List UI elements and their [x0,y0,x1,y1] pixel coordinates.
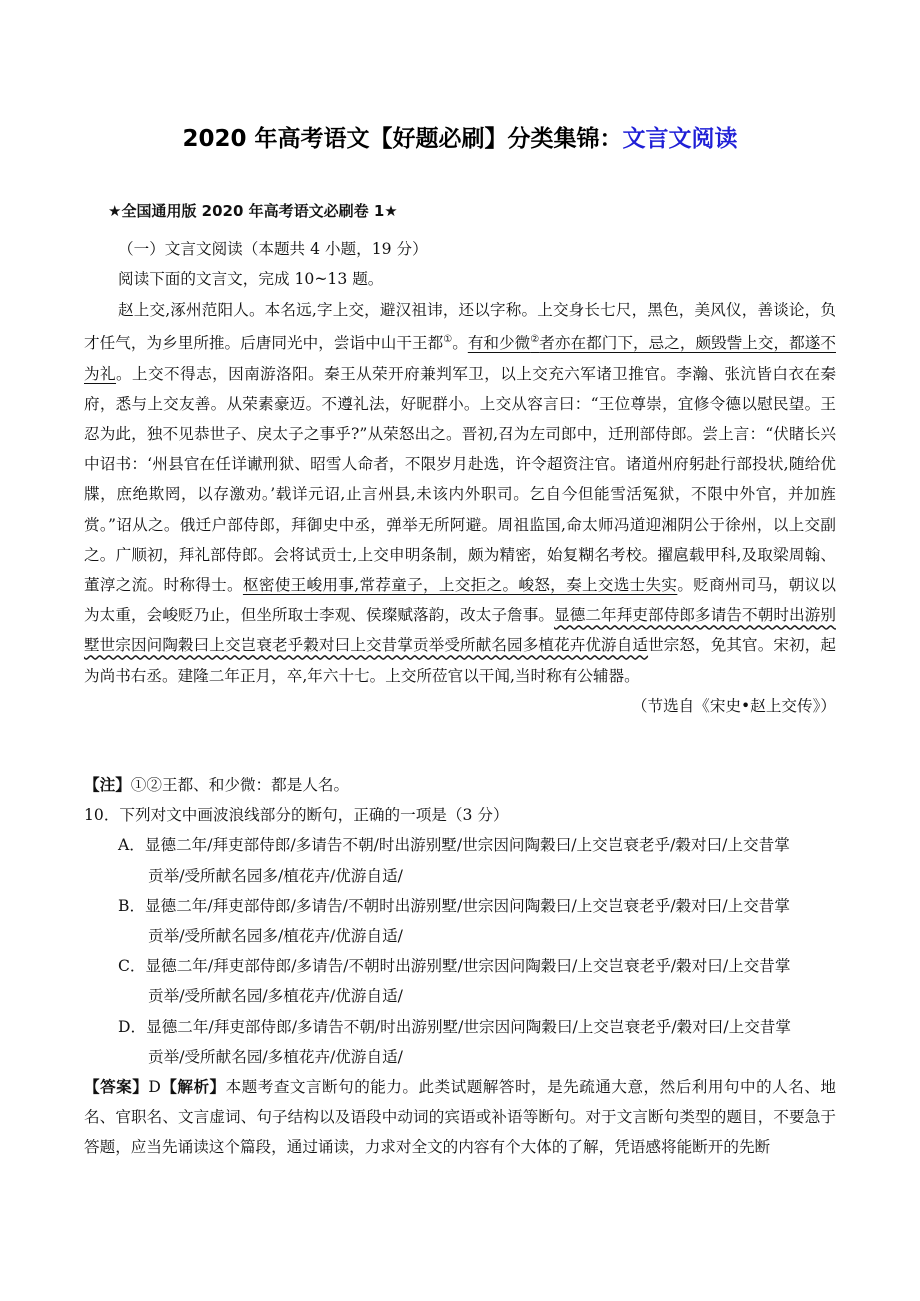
passage-text: 世宗怒，免其官。宋初，起为尚书右丞。建隆二年正月，卒,年六十七。上交所莅官以干闻,当时称有公辅器。 [84,636,836,685]
note-label: 【注】 [84,776,131,794]
option-d: D．显德二年/拜吏部侍郎/多请告不朝/时出游别墅/世宗因问陶穀曰/上交岂衰老乎/穀对曰/上交昔掌 [118,1017,792,1036]
question-block [84,770,836,1163]
option-a-cont: 贡举/受所献名园多/植花卉/优游自适/ [148,866,403,885]
note-line [84,770,836,800]
underlined-sentence-2: 枢密使王峻用事,常荐童子，上交拒之。峻怒，奏上交选士失实 [242,576,678,595]
option-b-cont: 贡举/受所献名园多/植花卉/优游自适/ [148,927,403,946]
option-c-cont: 贡举/受所献名园/多植花卉/优游自适/ [148,987,403,1006]
note-ref-1: ① [443,334,453,346]
exam-subtitle: ★全国通用版 2020 年高考语文必刷卷 1★ [108,202,398,220]
underlined-text: 者亦在都门下，忌之，颇毁訾上交，都遂不为礼 [84,334,836,383]
wavy-underlined-sentence: 显德二年拜吏部侍郎多请告不朝时出游别墅世宗因问陶穀曰上交岂衰老乎穀对曰上交昔掌贡举受所献名园多植花卉优游自适 [84,606,836,655]
section-instruction: 阅读下面的文言文，完成 10~13 题。 [118,270,384,289]
passage-text: 。 [452,334,468,353]
option-d-cont: 贡举/受所献名园/多植花卉/优游自适/ [148,1047,403,1066]
passage-text: 赵上交,涿州范阳人。本名远,字上交，避汉祖讳，还以字称。上交身长七尺，黑色，美风仪，善谈论，负才任气，为乡里所推。后唐同光中，尝诣中山干王都 [84,301,836,353]
option-c: C．显德二年/拜吏部侍郎/多请告/不朝时出游别墅/世宗因问陶穀曰/上交岂衰老乎/穀对曰/上交昔掌 [118,957,791,976]
passage-paragraph [84,295,836,691]
passage-text: 。贬商州司马，朝议以为太重，会峻贬乃止，但坐所取士李观、侯璨赋落韵，改太子詹事。 [84,576,836,625]
option-a: A．显德二年/拜吏部侍郎/多请告不朝/时出游别墅/世宗因问陶穀曰/上交岂衰老乎/穀对曰/上交昔掌 [118,836,790,855]
section-heading: （一）文言文阅读（本题共 4 小题，19 分） [118,240,428,258]
page-title [0,120,920,153]
title-main: 2020 年高考语文【好题必刷】分类集锦： [182,126,623,152]
underlined-text: 有和少微 [467,334,531,353]
answer-label: 【答案】 [84,1078,149,1097]
option-b: B．显德二年/拜吏部侍郎/多请告/不朝时出游别墅/世宗因问陶穀曰/上交岂衰老乎/穀对曰/上交昔掌 [118,896,790,915]
analysis-text: 本题考查文言断句的能力。此类试题解答时，是先疏通大意，然后利用句中的人名、地名、官职名、文言虚词、句子结构以及语段中动词的宾语或补语等断句。对于文言断句类型的题目，不要急于答题，应当先诵读这个篇段，通过诵读，力求对全文的内容有个大体的了解，凭语感将能断开的先断 [84,1078,836,1157]
answer-value: D [148,1078,161,1097]
note-text: ①②王都、和少微：都是人名。 [130,776,350,794]
note-ref-2: ② [530,334,540,346]
question-stem: 10．下列对文中画波浪线部分的断句，正确的一项是（3 分） [84,806,509,825]
answer-paragraph [84,1072,836,1163]
analysis-label: 【解析】 [160,1078,226,1097]
passage-text: 。上交不得志，因南游洛阳。秦王从荣开府兼判军卫，以上交充六军诸卫推官。李瀚、张沆皆白衣在秦府，悉与上交友善。从荣素豪迈。不遵礼法，好昵群小。上交从容言曰：“王位尊崇，宜修令德以慰民望。王忍为此，独不见恭世子、戾太子之事乎?”从荣怒出之。晋初,召为左司郎中，迁刑部侍郎。尝上言：“伏睹长兴中诏书：‘州县官在任详谳刑狱、昭雪人命者，不限岁月赴选，许令超资注官。诸道州府躬赴行部投状,随给优牒，庶绝欺罔，以存激劝。’载详元诏,止言州县,未该内外职司。乞自今但能雪活冤狱，不限中外官，并加旌赏。”诏从之。俄迁户部侍郎，拜御史中丞，弹举无所阿避。周祖监国,命太师冯道迎湘阴公于徐州，以上交副之。广顺初，拜礼部侍郎。会将试贡士,上交申明条制，颇为精密，始复糊名考校。擢扈载甲科,及取梁周翰、董淳之流。时称得士。 [84,364,836,595]
passage [84,295,836,721]
section-intro [84,234,836,294]
passage-source: （节选自《宋史•赵上交传》） [631,696,836,715]
title-accent: 文言文阅读 [622,126,738,152]
